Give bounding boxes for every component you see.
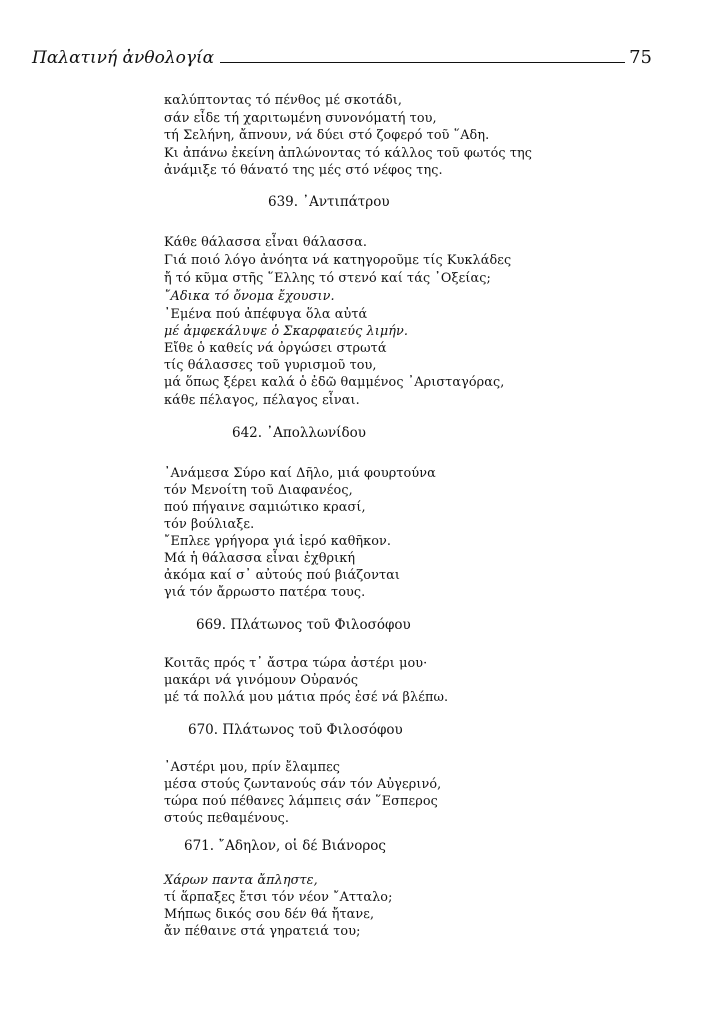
poem-line: μέσα στούς ζωντανούς σάν τόν Αὐγερινό, (164, 777, 442, 792)
poem-line: γιά τόν ἄρρωστο πατέρα τους. (164, 585, 366, 600)
poem-heading: 670. Πλάτωνος τοῦ Φιλοσόφου (188, 722, 403, 738)
poem-line: Κάθε θάλασσα εἶναι θάλασσα. (164, 235, 368, 250)
poem-heading: 669. Πλάτωνος τοῦ Φιλοσόφου (196, 617, 411, 633)
poem-line: Κοιτᾶς πρός τ᾿ ἄστρα τώρα ἀστέρι μου· (164, 656, 428, 671)
poem-heading: 642. ᾿Απολλωνίδου (232, 425, 366, 441)
poem-line: ἄν πέθαινε στά γηρατειά του; (164, 924, 361, 939)
poem-line: τί ἅρπαξες ἔτσι τόν νέον ῎Ατταλο; (164, 890, 393, 905)
poem-line: Εἴθε ὁ καθείς νά ὀργώσει στρωτά (164, 341, 387, 356)
header-rule (220, 62, 625, 63)
poem-heading: 639. ᾿Αντιπάτρου (268, 194, 390, 210)
poem-line: ἀνάμιξε τό θάνατό της μές στό νέφος της. (164, 163, 443, 178)
poem-line: Μά ἡ θάλασσα εἶναι ἐχθρική (164, 551, 356, 566)
poem-heading: 671. ῎Αδηλον, οἱ δέ Βιάνορος (184, 838, 386, 854)
page-number: 75 (629, 47, 652, 68)
poem-line: πού πήγαινε σαμιώτικο κρασί, (164, 500, 366, 515)
poem-line: ᾿Εμένα πού ἀπέφυγα ὅλα αὐτά (164, 307, 368, 322)
poem-line: σάν εἶδε τή χαριτωμένη συνονόματή του, (164, 111, 437, 126)
poem-line: ῎Επλεε γρήγορα γιά ἱερό καθῆκον. (164, 534, 392, 549)
poem-line: στούς πεθαμένους. (164, 811, 290, 826)
poem-line: μέ ἀμφεκάλυψε ὁ Σκαρφαιεύς λιμήν. (164, 324, 409, 339)
poem-line: Γιά ποιό λόγο ἀνόητα νά κατηγοροῦμε τίς Κυκλάδες (164, 253, 512, 268)
poem-line: τή Σελήνη, ἄπνουν, νά δύει στό ζοφερό τοῦ ῞Αδη. (164, 128, 490, 143)
poem-line: τόν Μενοίτη τοῦ Διαφανέος, (164, 483, 353, 498)
poem-line: ῎Αδικα τό ὄνομα ἔχουσιν. (164, 289, 335, 304)
poem-line: Μήπως δικός σου δέν θά ἤτανε, (164, 907, 375, 922)
poem-line: τόν βούλιαξε. (164, 517, 255, 532)
poem-line: ᾿Ανάμεσα Σύρο καί Δῆλο, μιά φουρτούνα (164, 466, 436, 481)
poem-line: Κι ἀπάνω ἐκείνη ἀπλώνοντας τό κάλλος τοῦ φωτός της (164, 146, 533, 161)
poem-line: ἤ τό κῦμα στῆς ῞Ελλης τό στενό καί τάς ᾿Οξείας; (164, 271, 491, 286)
poem-line: μά ὅπως ξέρει καλά ὁ ἐδῶ θαμμένος ᾿Αρισταγόρας, (164, 375, 505, 390)
running-title: Παλατινή ἀνθολογία (32, 48, 215, 68)
poem-line: τώρα πού πέθανες λάμπεις σάν ῞Εσπερος (164, 794, 438, 809)
poem-line: καλύπτοντας τό πένθος μέ σκοτάδι, (164, 93, 403, 108)
page-header (32, 42, 652, 68)
poem-line: ᾿Αστέρι μου, πρίν ἔλαμπες (164, 760, 341, 775)
poem-line: τίς θάλασσες τοῦ γυρισμοῦ του, (164, 358, 377, 373)
poem-line: μακάρι νά γινόμουν Οὐρανός (164, 673, 359, 688)
poem-line: μέ τά πολλά μου μάτια πρός ἐσέ νά βλέπω. (164, 690, 449, 705)
poem-line: κάθε πέλαγος, πέλαγος εἶναι. (164, 393, 360, 408)
poem-line: ἀκόμα καί σ᾿ αὐτούς πού βιάζονται (164, 568, 400, 583)
poem-line: Χάρων παντα ἄπληστε, (164, 873, 318, 888)
